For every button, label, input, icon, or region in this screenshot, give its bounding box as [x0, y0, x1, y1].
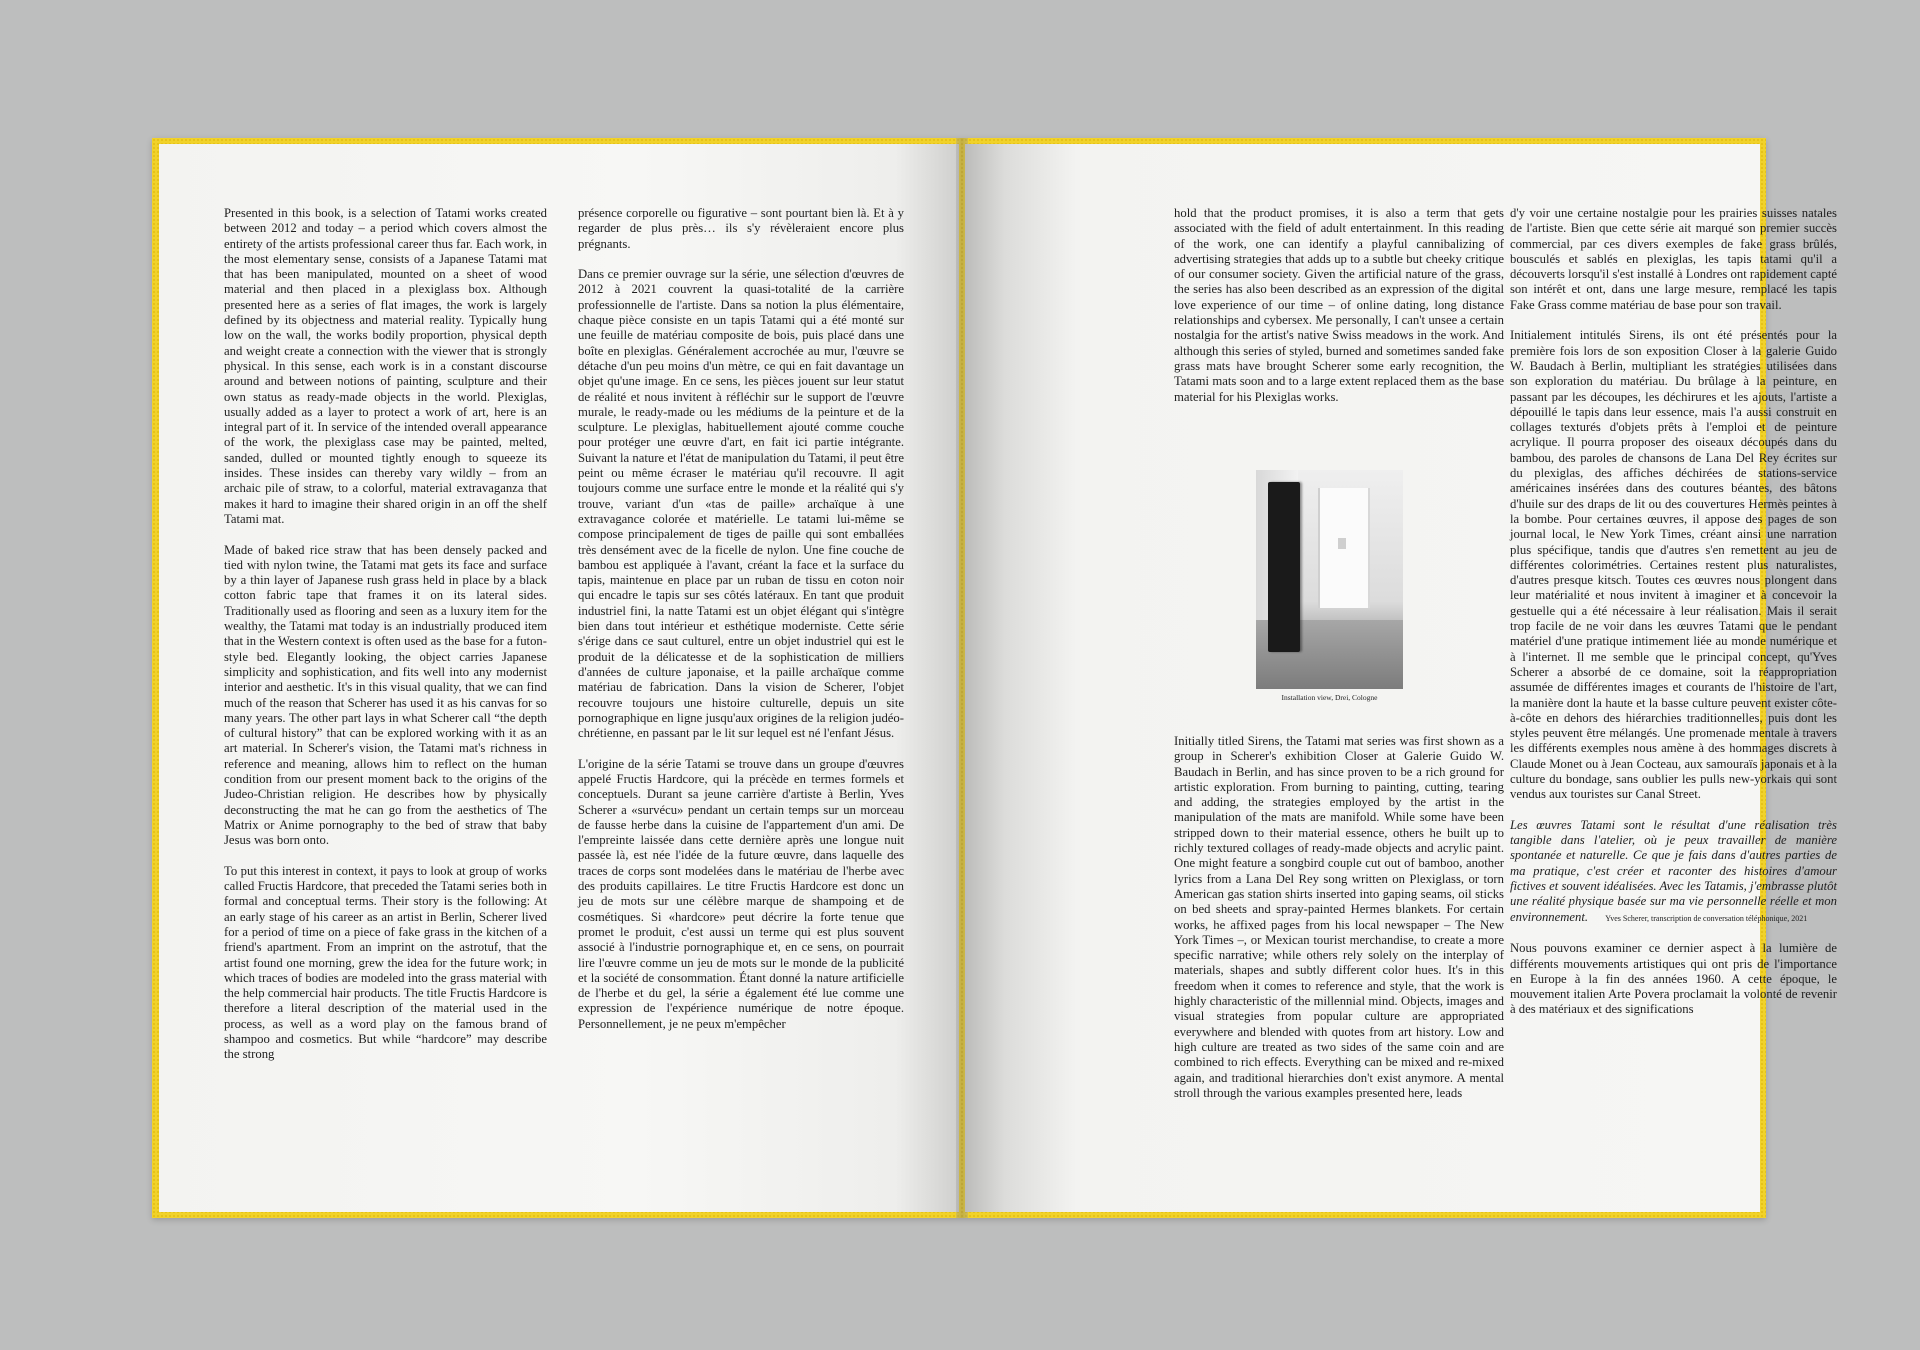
- paragraph: d'y voir une certaine nostalgie pour les prairies suisses natales de l'artiste. Bien que cette série ait marqué son premier succès commercial, par ces divers exemples de fake grass brûlés, bousculés et sablés en plexiglas, les tapis tatami qu'il a découverts lorsqu'il s'est installé à Londres ont rapidement capté son intérêt et ont, dans une large mesure, remplacé les tapis Fake Grass comme matériau de base pour son travail.: [1510, 206, 1837, 312]
- paragraph: Initially titled Sirens, the Tatami mat series was first shown as a group in Scherer's exhibition Closer at Galerie Guido W. Baudach in Berlin, and has since proven to be a rich ground for artistic exploration. From burning to painting, cutting, tearing and adding, the strategies employed by the artist in the manipulation of the mats are manifold. While some have been stripped down to their material essence, others he built up to richly textured collages of ready-made objects and acrylic paint. One might feature a songbird couple cut out of bamboo, another lyrics from a Lana Del Rey song written on Plexiglass, or torn American gas station shirts inserted into gaping seams, oil sticks on bed sheets and spray-painted Hermes blankets. For certain works, he affixed pages from his local newspaper – The New York Times –, or Mexican tourist merchandise, to create a more specific narrative; while others rely solely on the interplay of materials, shapes and subtly different color hues. It's in this freedom when it comes to reference and style, that the work is highly characteristic of the millennial mind. Objects, images and visual strategies from popular culture are appropriated everywhere and blended with quotes from art history. Low and high culture are treated as two sides of the same coin and are combined to rich effects. Everything can be mixed and re-mixed again, and traditional hierarchies don't exist anymore. A mental stroll through the various examples presented here, leads: [1174, 734, 1504, 1100]
- quote-source: Yves Scherer, transcription de conversation téléphonique, 2021: [1605, 913, 1808, 923]
- paragraph: hold that the product promises, it is also a term that gets associated with the field of adult entertainment. In this reading of the work, one can identify a playful cannibalizing of advertising strategies that adds up to a subtle but cheeky critique of our consumer society. Given the artificial nature of the grass, the series has also been described as an expression of the digital love experience of our time – of online dating, long distance relationships and cybersex. Me personally, I can't unsee a certain nostalgia for the artist's native Swiss meadows in the work. And although this series of styled, burned and sometimes sanded fake grass mats have brought Scherer some early recognition, the Tatami mats soon and to a large extent replaced them as the base material for his Plexiglas works.: [1174, 206, 1504, 404]
- right-page: [965, 144, 1837, 1212]
- left-column-french: [578, 206, 904, 1047]
- left-page: [159, 144, 959, 1212]
- photo-caption: Installation view, Drei, Cologne: [1281, 693, 1378, 702]
- tatami-artwork: [1268, 482, 1300, 652]
- quote-text: Les œuvres Tatami sont le résultat d'une réalisation très tangible dans l'atelier, où je peux travailler de manière spontanée et naturelle. Ce que je fais dans d'autres parties de ma pratique, c'est créer et raconter des histoires d'amour fictives et souvent idéalisées. Avec les Tatamis, j'embrasse plutôt une réalité physique basée sur ma vie personnelle réelle et mon environnement.: [1510, 817, 1837, 924]
- paragraph: To put this interest in context, it pays to look at group of works called Fructis Hardcore, that preceded the Tatami series both in formal and conceptual terms. Their story is the following: At an early stage of his career as an artist in Berlin, Scherer lived for a period of time on a piece of fake grass in the kitchen of a friend's apartment. From an imprint on the astrotuf, that the artist found one morning, grew the idea for the future work; in which traces of bodies are modeled into the grass material with the help commercial hair products. The title Fructis Hardcore is therefore a literal description of the material used in the process, as well as a word play on the famous brand of shampoo and cosmetics. But while “hardcore” may describe the strong: [224, 863, 547, 1062]
- paragraph: Made of baked rice straw that has been densely packed and tied with nylon twine, the Tatami mat gets its face and surface by a thin layer of Japanese rush grass held in place by a black cotton fabric tape that frames it on its lateral sides. Traditionally used as flooring and seen as a luxury item for the wealthy, the Tatami mat today is an industrially produced item that in the Western context is often used as the base for a futon-style bed. Elegantly looking, the object carries Japanese simplicity and sophistication, and fits well into any modernist interior and aesthetic. It's in this visual quality, that we can find much of the reason that Scherer has used it as his canvas for so many years. The other part lays in what Scherer call “the depth of cultural history” that can be explored working with it as an art material. In Scherer's vision, the Tatami mat's richness in reference and meaning, allows him to reflect on the human condition from our present moment back to the origins of the Judeo-Christian religion. He describes how by physically deconstructing the mat he can go from the aesthetics of The Matrix or Anime pornography to the bed of straw that baby Jesus was born onto.: [224, 542, 547, 848]
- paragraph: Initialement intitulés Sirens, ils ont été présentés pour la première fois lors de son exposition Closer à la galerie Guido W. Baudach à Berlin, multipliant les stratégies utilisées dans son exploration du matériau. Du brûlage à la peinture, en passant par les découpes, les déchirures et les ajouts, l'artiste a dépouillé le tapis dans leur essence, mais l'a aussi construit en collages texturés d'objets prêts à l'emploi et de peinture acrylique. Il pourra proposer des oiseaux découpés dans du bambou, des paroles de chansons de Lana Del Rey écrites sur du plexiglas, des affiches déchirées de stations-service américaines insérées dans des coutures béantes, des bâtons d'huile sur des draps de lit ou des couvertures Hermès peintes à la bombe. Pour certaines œuvres, il appose des pages de son journal local, le New York Times, créant ainsi une narration plus spécifique, tandis que d'autres s'en remettent au jeu de différentes colorimétries. Certaines restent plus naturalistes, d'autres presque kitsch. Toutes ces œuvres nous plongent dans leur matérialité et nous invitent à imaginer et à concevoir la gestuelle qui a été nécessaire à leur réalisation. Mais il serait trop facile de ne voir dans les œuvres Tatami que le pendant matériel d'une pratique intimement liée au monde numérique et à l'internet. Il me semble que le principal concept, qu'Yves Scherer a absorbé de ce domaine, soit la réappropriation assumée de différentes images et courants de l'histoire de l'art, la manière dont la haute et la basse culture peuvent exister côte-à-côte en dehors des hiérarchies traditionnelles, puis dont les styles peuvent être mélangés. Une promenade mentale à travers les différents exemples nous amène à des hommages discrets à Claude Monet ou à Jean Cocteau, aux samouraïs japonais et à la culture du bondage, sans oublier les pulls new-yorkais qui sont vendus aux touristes sur Canal Street.: [1510, 328, 1837, 802]
- left-column-english: [224, 206, 547, 1078]
- right-column-english-top: [1174, 206, 1504, 420]
- paragraph: Presented in this book, is a selection of Tatami works created between 2012 and today – a period which covers almost the entirety of the artists professional career thus far. Each work, in the most elementary sense, consists of a Japanese Tatami mat that has been manipulated, mounted on a sheet of wood material and then placed in a plexiglass box. Although presented here as a series of flat images, the work is largely defined by its objectness and material reality. Typically hung low on the wall, the works bodily proportion, physical depth and weight create a connection with the viewer that is strongly physical. In this sense, each work is in a constant discourse around and between notions of painting, sculpture and their own status as ready-made objects in the world. Plexiglas, usually added as a layer to protect a work of art, here is an integral part of it. In service of the intended overall appearance of the work, the plexiglass case may be painted, melted, sanded, dulled or mounted tightly enough to squeeze its insides. These insides can thereby vary wildly – from an archaic pile of straw, to a colorful, material extravaganza that makes it hard to imagine their shared origin in an off the shelf Tatami mat.: [224, 206, 547, 526]
- right-column-english-bottom: [1174, 734, 1504, 1116]
- paragraph: L'origine de la série Tatami se trouve dans un groupe d'œuvres appelé Fructis Hardcore, qui la précède en termes formels et conceptuels. Durant sa jeune carrière d'artiste à Berlin, Yves Scherer a «survécu» pendant un certain temps sur un morceau de fausse herbe dans la cuisine de l'appartement d'un ami. De l'empreinte laissée dans cette dernière après une longue nuit passée là, est née l'idée de la future œuvre, dans laquelle des traces de corps sont modelées dans le matériau de l'herbe avec des produits capillaires. Le titre Fructis Hardcore est donc un jeu de mots sur une célèbre marque de shampoing et de cosmétiques. Si «hardcore» peut décrire la forte tenue que promet le produit, c'est aussi un terme qui est plus souvent associé à l'industrie pornographique et, en ce sens, on pourrait lire l'œuvre comme un jeu de mots sur le monde de la publicité et la société de consommation. Étant donné la nature artificielle de l'herbe et du gel, la série a également été lue comme une expression de l'expérience numérique de notre époque. Personnellement, je ne peux m'empêcher: [578, 756, 904, 1031]
- paragraph: Dans ce premier ouvrage sur la série, une sélection d'œuvres de 2012 à 2021 couvrent la quasi-totalité de la carrière professionnelle de l'artiste. Dans sa notion la plus élémentaire, chaque pièce consiste en un tapis Tatami qui a été monté sur une feuille de matériau composite de bois, puis placé dans une boîte en plexiglas. Généralement accrochée au mur, l'œuvre se détache d'un peu moins d'un mètre, ce qui en fait davantage un objet qu'une image. En ce sens, les pièces jouent sur leur statut de réalité et nous invitent à réfléchir sur le support de l'œuvre murale, le ready-made ou les médiums de la peinture et de la sculpture. Le plexiglas, habituellement ajouté comme couche pour protéger une œuvre d'art, en fait ici partie intégrante. Suivant la nature et l'état de manipulation du Tatami, il peut être peint ou même écraser le matériau qu'il recouvre. Il agit toujours comme une surface entre le monde et la réalité qui s'y trouve, variant d'un «tas de paille» archaïque à une extravagance colorée et matérielle. Le tatami lui-même se compose principalement de tiges de paille qui sont emballées très densément avec de la ficelle de nylon. Une fine couche de bambou est appliquée à l'avant, créant la face et la surface du tapis, maintenue en place par un ruban de tissu en coton noir qui encadre le tapis sur ses côtés latéraux. En tant que produit industriel fini, la natte Tatami est un objet élégant qui s'intègre bien dans tout intérieur et esthétique moderniste. Cette série s'érige dans ce saut culturel, entre un objet industriel qui est le produit de la délicatesse et de la sophistication de milliers d'années de culture japonaise, et la paille archaïque comme matériau de fabrication. Dans la vision de Scherer, l'objet recouvre toujours une histoire culturelle, depuis un site pornographique en ligne jusqu'aux origines de la religion judéo-chrétienne, en passant par le lit sur lequel est né l'enfant Jésus.: [578, 267, 904, 741]
- photo-image: [1256, 470, 1403, 689]
- right-column-french: [1510, 206, 1837, 1033]
- open-book: [152, 138, 1837, 1218]
- paragraph: Nous pouvons examiner ce dernier aspect à la lumière de différents mouvements artistiques qui ont pris de l'importance en Europe à la fin des années 1960. A cette époque, le mouvement italien Arte Povera proclamait la volonté de revenir à des matériaux et des significations: [1510, 941, 1837, 1017]
- installation-photo: [1256, 470, 1403, 702]
- pull-quote: [1510, 818, 1837, 926]
- paragraph: présence corporelle ou figurative – sont pourtant bien là. Et à y regarder de plus près… ils s'y révèleraient encore plus prégnants.: [578, 206, 904, 251]
